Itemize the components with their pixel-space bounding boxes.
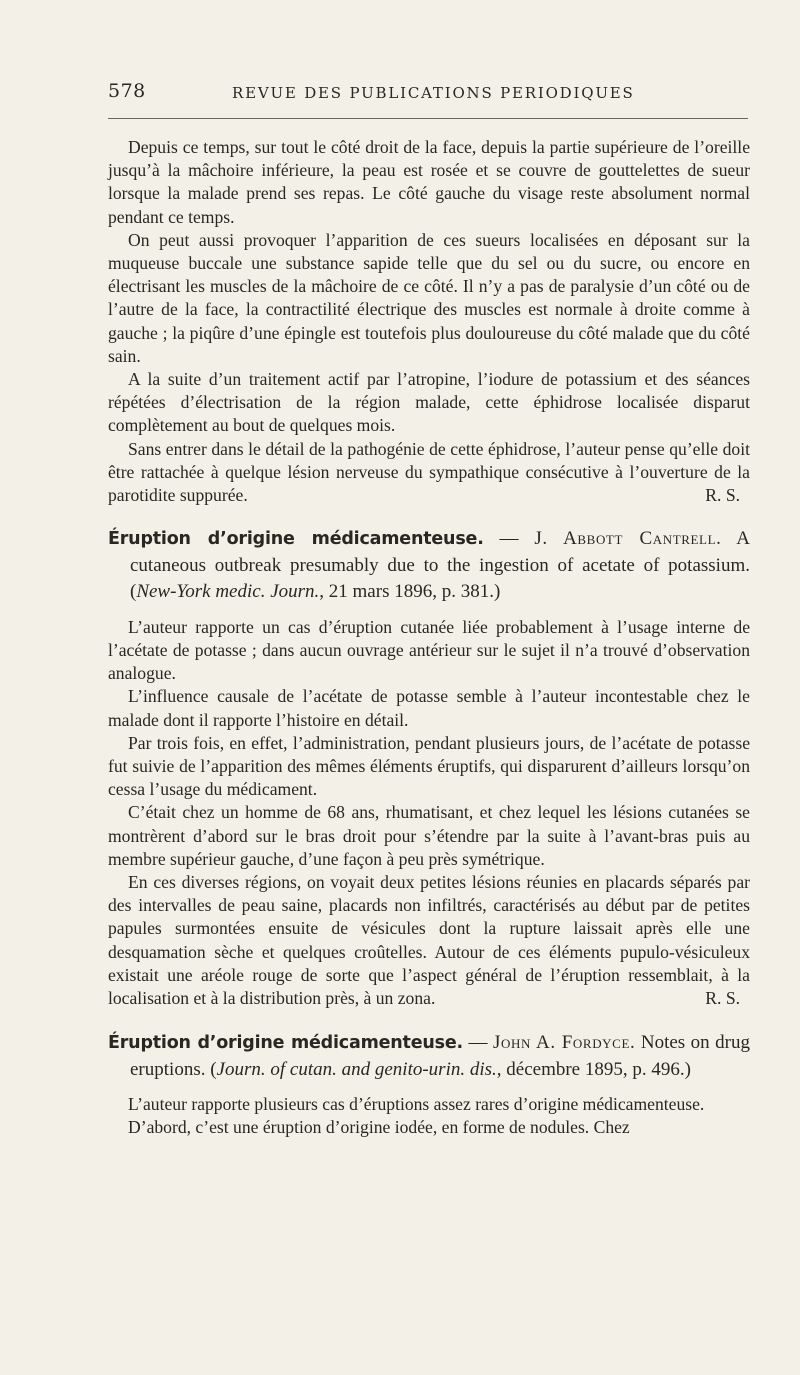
paragraph: Par trois fois, en effet, l’administration, pendant plusieurs jours, de l’acétate de potasse fut suivie de l’apparition des mêmes éléments éruptifs, qui disparurent d’ailleurs lorsqu’on cessa l’usage du médicament. [108, 732, 750, 800]
paragraph: L’influence causale de l’acétate de potasse semble à l’auteur incontestable chez le malade dont il rapporte l’histoire en détail. [108, 686, 750, 730]
article-heading [108, 526, 750, 606]
page-number: 578 [108, 80, 146, 102]
journal-title: REVUE DES PUBLICATIONS PERIODIQUES [232, 84, 635, 102]
paragraph: Depuis ce temps, sur tout le côté droit de la face, depuis la partie supérieure de l’oreille jusqu’à la mâchoire inférieure, la peau est rosée et se couvre de gouttelettes de sueur lorsque la malade prend ses repas. Le côté gauche du visage reste absolument normal pendant ce temps. [108, 137, 750, 227]
article-cantrell [108, 526, 750, 1010]
article-title: Éruption d’origine médicamenteuse. [108, 529, 484, 550]
paragraph: A la suite d’un traitement actif par l’atropine, l’iodure de potassium et des séances répétées d’électrisation de la région malade, cette éphidrose localisée disparut complètement au bout de quelques mois. [108, 369, 750, 436]
paragraph: L’auteur rapporte un cas d’éruption cutanée liée probablement à l’usage interne de l’acétate de potasse ; dans aucun ouvrage antérieur sur le sujet il n’a trouvé d’observation analogue. [108, 616, 750, 684]
paragraph: L’auteur rapporte plusieurs cas d’éruptions assez rares d’origine médicamenteuse. [128, 1094, 705, 1115]
work-title: Notes on drug eruptions. ( [130, 1032, 750, 1080]
author-signature: R. S. [705, 485, 740, 506]
journal-source: New-York medic. Journ. [136, 581, 320, 603]
header-rule [108, 118, 748, 119]
article-continued [108, 136, 750, 507]
paragraph-text: Sans entrer dans le détail de la pathogénie de cette éphidrose, l’auteur pense qu’elle doit être rattachée à quelque lésion nerveuse du sympathique consécutive à l’ouverture de la parotidite suppurée. [108, 438, 750, 506]
journal-source: Journ. of cutan. and genito-urin. dis. [216, 1058, 497, 1080]
paragraph: D’abord, c’est une éruption d’origine iodée, en forme de nodules. Chez [128, 1117, 630, 1138]
dash: — [483, 528, 535, 550]
author-name: J. Abbott Cantrell. [534, 528, 722, 550]
paragraph: C’était chez un homme de 68 ans, rhumatisant, et chez lequel les lésions cutanées se montrèrent d’abord sur le bras droit pour s’étendre par la suite à l’avant-bras puis au membre supérieur gauche, d’une façon à peu près symétrique. [108, 802, 750, 869]
article-heading [108, 1030, 750, 1083]
article-fordyce [108, 1030, 750, 1139]
paragraph: On peut aussi provoquer l’apparition de ces sueurs localisées en déposant sur la muqueuse buccale une substance sapide telle que du sel ou du sucre, ou encore en électrisant les muscles de la mâchoire de ce côté. Il n’y a pas de paralysie d’un côté ou de l’autre de la face, la contractilité électrique des muscles est normale à droite comme à gauche ; la piqûre d’une épingle est toutefois plus douloureuse du côté malade que du côté sain. [108, 229, 750, 366]
author-name: John A. Fordyce. [492, 1032, 636, 1054]
dash: — [462, 1032, 493, 1054]
article-title: Éruption d’origine médicamenteuse. [108, 1033, 463, 1054]
paragraph [108, 871, 750, 1010]
citation-reference: , 21 mars 1896, p. 381.) [319, 581, 501, 603]
paragraph [108, 438, 750, 508]
running-head [108, 80, 748, 110]
work-title: A cutaneous outbreak presumably due to the ingestion of acetate of potassium. ( [130, 528, 750, 603]
author-signature: R. S. [705, 988, 740, 1008]
citation-reference: , décembre 1895, p. 496.) [496, 1058, 691, 1080]
paragraph-text: En ces diverses régions, on voyait deux petites lésions réunies en placards séparés par des intervalles de peau saine, placards non infiltrés, caractérisés au début par de petites papules surmontées ensuite de vésicules dont la rupture laissait après elle une desquamation sèche et quelques croûtelles. Autour de ces éléments pupulo-vésiculeux existait une aréole rouge de sorte que l’aspect général de l’éruption ressemblait, à la localisation et à la distribution près, à un zona. [108, 871, 750, 1008]
page-body [108, 136, 750, 1140]
